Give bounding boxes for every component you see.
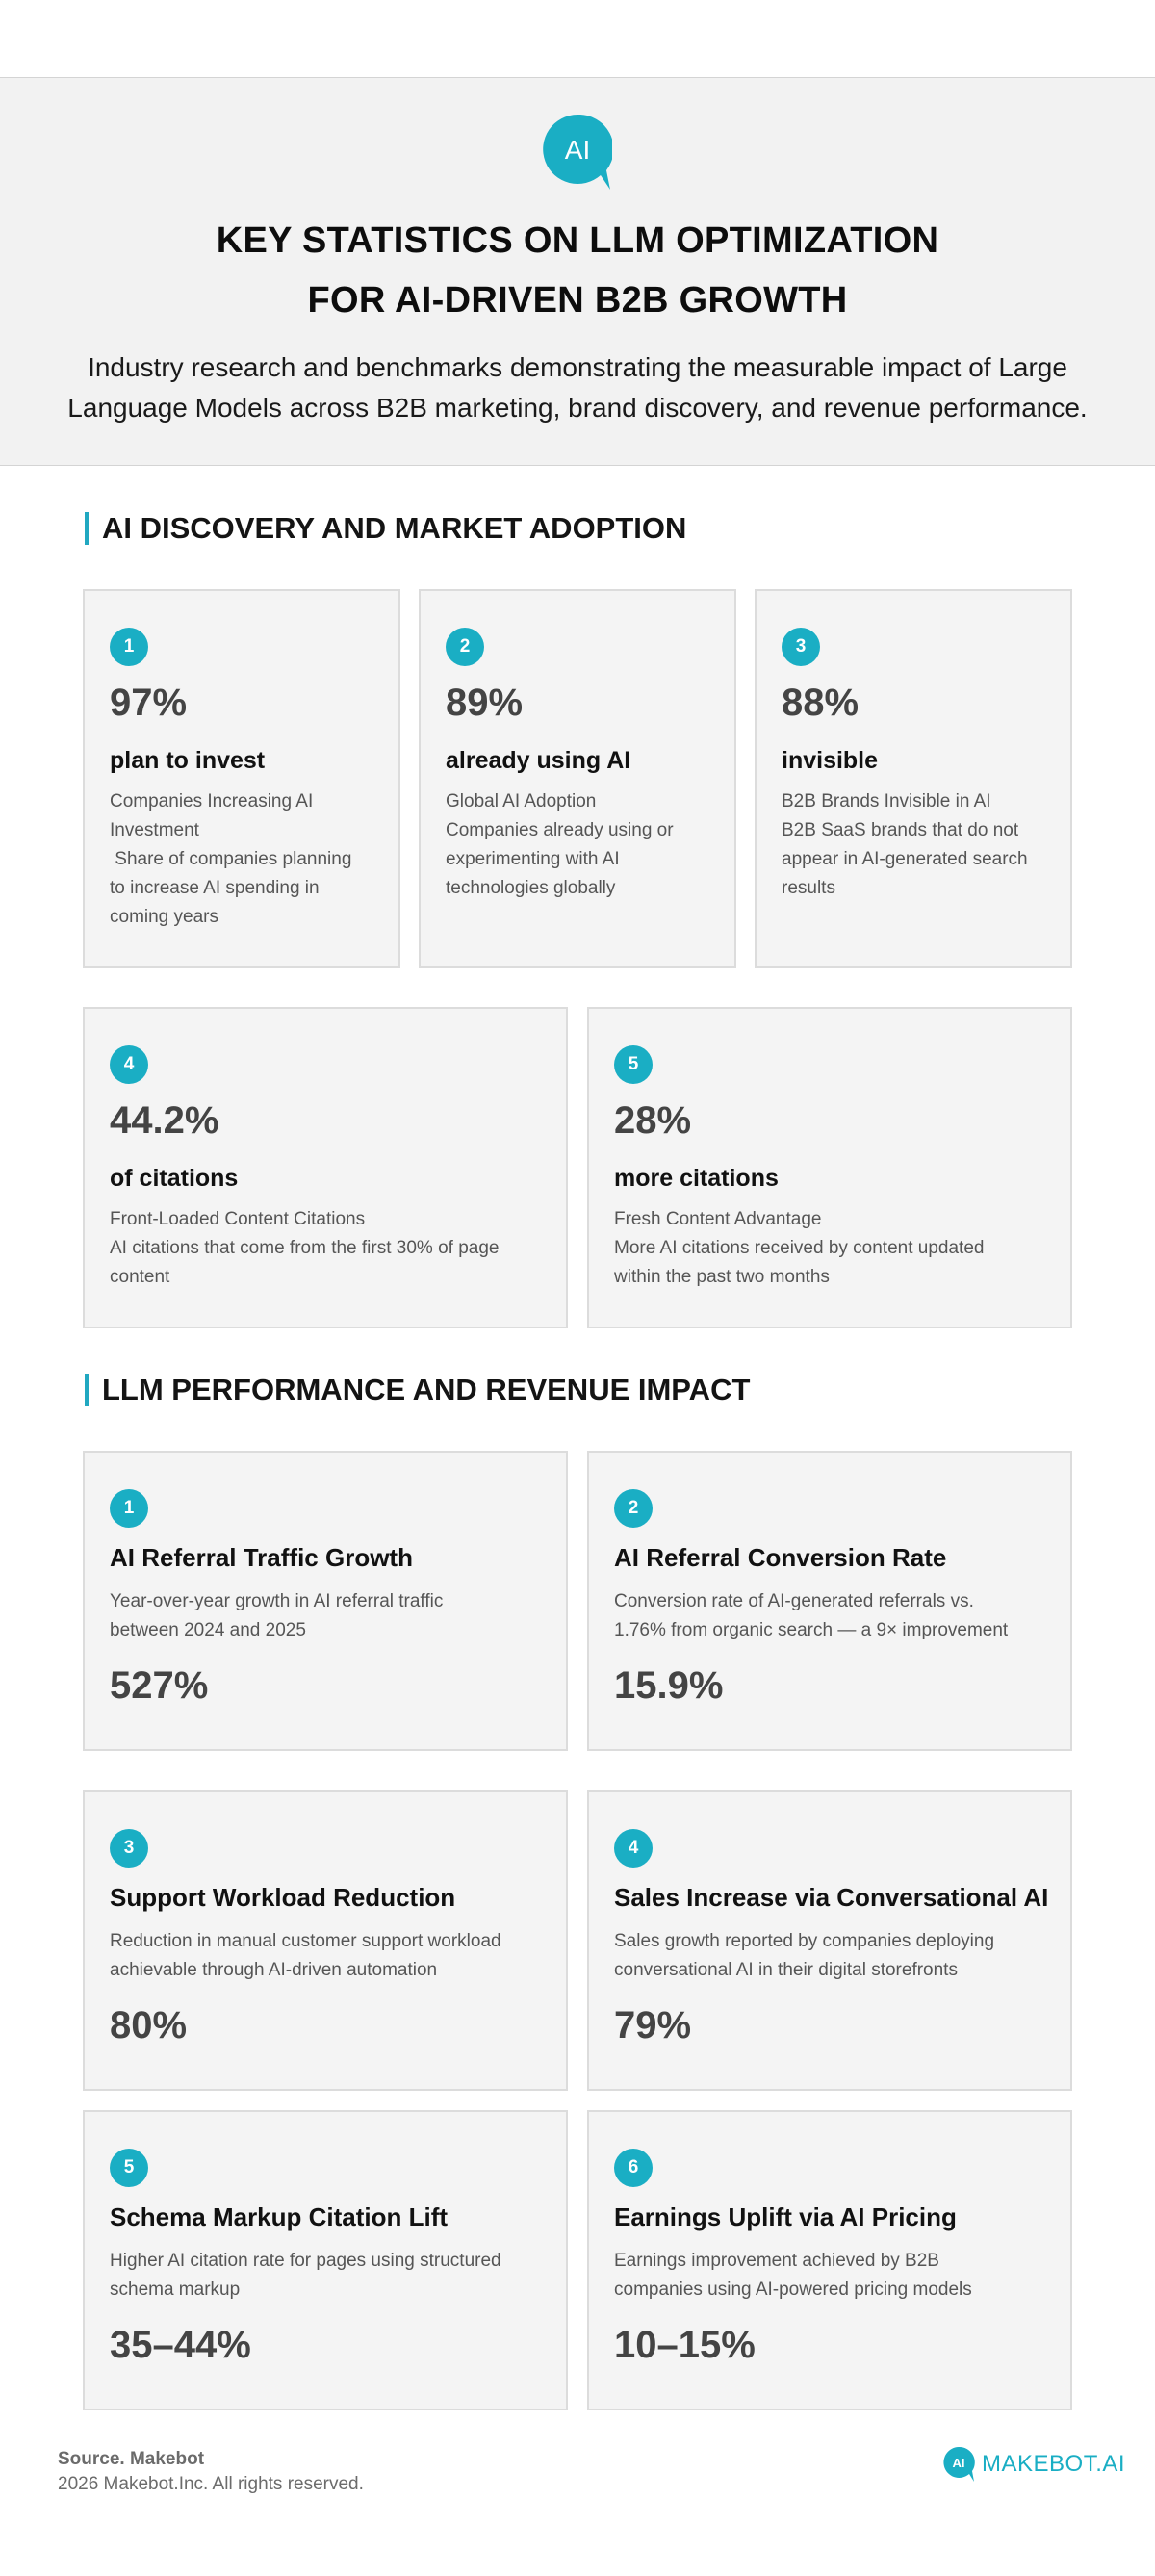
page-title-line2: FOR AI-DRIVEN B2B GROWTH: [307, 280, 848, 321]
metric-card: [587, 1451, 1072, 1751]
stat-card: [419, 589, 736, 968]
brand-name: MAKEBOT.AI: [982, 2451, 1126, 2477]
metric-title: AI Referral Traffic Growth: [110, 1543, 413, 1572]
desc-line: conversational AI in their digital storefronts: [614, 1960, 958, 1980]
svg-text:AI: AI: [564, 135, 591, 165]
makebot-logo-icon: [941, 2445, 976, 2484]
card-number-badge: 4: [614, 1829, 653, 1868]
desc-line: Investment: [110, 820, 199, 840]
desc-line: Conversion rate of AI-generated referrals vs.: [614, 1591, 974, 1611]
stat-description: [110, 787, 379, 932]
card-number-badge: 4: [110, 1045, 148, 1084]
page-subtitle: [38, 348, 1116, 428]
metric-value: 15.9%: [614, 1664, 724, 1707]
header-banner: [0, 77, 1155, 466]
card-number-badge: 2: [614, 1489, 653, 1528]
card-number-badge: 6: [614, 2149, 653, 2187]
stat-label: plan to invest: [110, 747, 266, 774]
metric-description: [614, 1587, 1053, 1645]
desc-line: coming years: [110, 907, 218, 927]
stat-value: 97%: [110, 682, 188, 724]
metric-description: [614, 1927, 1053, 1985]
metric-value: 10–15%: [614, 2324, 756, 2366]
desc-line: Higher AI citation rate for pages using structured: [110, 2251, 501, 2271]
desc-line: Companies already using or: [446, 820, 674, 840]
desc-line: Reduction in manual customer support workload: [110, 1931, 501, 1951]
stat-value: 88%: [782, 682, 860, 724]
metric-title: Schema Markup Citation Lift: [110, 2202, 449, 2231]
metric-card: [587, 1790, 1072, 2091]
stat-description: [782, 787, 1051, 903]
footer-source: Source. Makebot: [58, 2449, 205, 2469]
desc-line: schema markup: [110, 2280, 241, 2300]
stat-value: 28%: [614, 1099, 692, 1142]
page-title-line1: KEY STATISTICS ON LLM OPTIMIZATION: [216, 220, 939, 261]
stat-label: more citations: [614, 1165, 779, 1192]
stat-card: [587, 1007, 1072, 1328]
desc-line: within the past two months: [614, 1267, 830, 1287]
desc-line: content: [110, 1267, 170, 1287]
stat-card: [83, 589, 400, 968]
card-number-badge: 5: [110, 2149, 148, 2187]
desc-line: Earnings improvement achieved by B2B: [614, 2251, 939, 2271]
metric-card: [83, 2110, 568, 2410]
metric-description: [110, 1927, 549, 1985]
desc-line: companies using AI-powered pricing models: [614, 2280, 972, 2300]
desc-line: experimenting with AI: [446, 849, 620, 869]
desc-line: Companies Increasing AI: [110, 791, 314, 811]
desc-line: Share of companies planning: [110, 849, 352, 869]
metric-description: [110, 2247, 549, 2305]
stat-description: [110, 1205, 547, 1292]
card-number-badge: 1: [110, 628, 148, 666]
svg-text:AI: AI: [952, 2456, 965, 2470]
stat-label: already using AI: [446, 747, 631, 774]
desc-line: appear in AI-generated search: [782, 849, 1028, 869]
metric-description: [614, 2247, 1053, 2305]
desc-line: technologies globally: [446, 878, 616, 898]
subtitle-line2: Language Models across B2B marketing, brand discovery, and revenue performance.: [67, 393, 1088, 423]
metric-title: Support Workload Reduction: [110, 1883, 456, 1912]
metric-value: 35–44%: [110, 2324, 251, 2366]
card-number-badge: 3: [782, 628, 820, 666]
stat-value: 89%: [446, 682, 524, 724]
desc-line: Global AI Adoption: [446, 791, 597, 811]
metric-value: 79%: [614, 2004, 692, 2047]
metric-title: AI Referral Conversion Rate: [614, 1543, 947, 1572]
metric-value: 80%: [110, 2004, 188, 2047]
metric-card: [587, 2110, 1072, 2410]
desc-line: Year-over-year growth in AI referral traffic: [110, 1591, 444, 1611]
desc-line: B2B Brands Invisible in AI: [782, 791, 991, 811]
metric-value: 527%: [110, 1664, 209, 1707]
ai-chat-bubble-icon: [543, 115, 612, 193]
metric-card: [83, 1790, 568, 2091]
stat-card: [755, 589, 1072, 968]
desc-line: 1.76% from organic search — a 9× improvement: [614, 1620, 1009, 1640]
desc-line: More AI citations received by content updated: [614, 1238, 985, 1258]
brand-logo[interactable]: [941, 2445, 1125, 2484]
card-number-badge: 1: [110, 1489, 148, 1528]
metric-card: [83, 1451, 568, 1751]
card-number-badge: 5: [614, 1045, 653, 1084]
metric-title: Sales Increase via Conversational AI: [614, 1883, 1049, 1912]
desc-line: Front-Loaded Content Citations: [110, 1209, 366, 1229]
desc-line: between 2024 and 2025: [110, 1620, 306, 1640]
metric-title: Earnings Uplift via AI Pricing: [614, 2202, 957, 2231]
stat-description: [446, 787, 715, 903]
page-title: [0, 211, 1155, 330]
desc-line: results: [782, 878, 835, 898]
subtitle-line1: Industry research and benchmarks demonstrating the measurable impact of Large: [88, 352, 1067, 382]
desc-line: AI citations that come from the first 30% of page: [110, 1238, 500, 1258]
card-number-badge: 3: [110, 1829, 148, 1868]
stat-card: [83, 1007, 568, 1328]
stat-label: of citations: [110, 1165, 239, 1192]
stat-description: [614, 1205, 1051, 1292]
desc-line: to increase AI spending in: [110, 878, 320, 898]
stat-label: invisible: [782, 747, 879, 774]
desc-line: achievable through AI-driven automation: [110, 1960, 438, 1980]
desc-line: Sales growth reported by companies deploying: [614, 1931, 995, 1951]
section-title-discovery: AI DISCOVERY AND MARKET ADOPTION: [85, 512, 686, 545]
footer-copyright: 2026 Makebot.Inc. All rights reserved.: [58, 2474, 364, 2494]
stat-value: 44.2%: [110, 1099, 219, 1142]
card-number-badge: 2: [446, 628, 484, 666]
section-title-performance: LLM PERFORMANCE AND REVENUE IMPACT: [85, 1374, 750, 1406]
desc-line: Fresh Content Advantage: [614, 1209, 822, 1229]
metric-description: [110, 1587, 549, 1645]
desc-line: B2B SaaS brands that do not: [782, 820, 1019, 840]
